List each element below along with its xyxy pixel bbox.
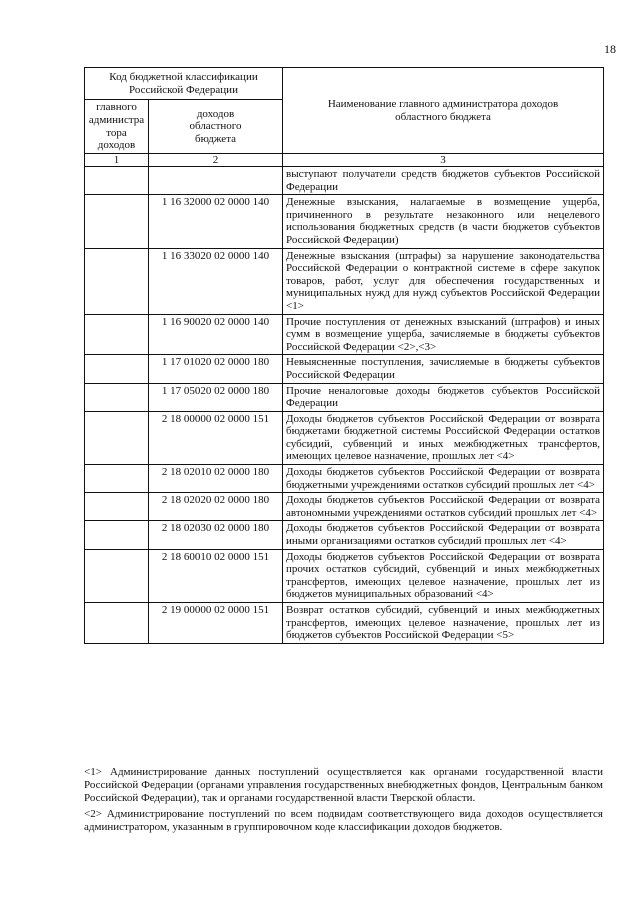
admin-code-cell (85, 549, 149, 602)
table-row (85, 195, 604, 248)
admin-code-cell (85, 195, 149, 248)
admin-code-cell (85, 248, 149, 314)
income-name-cell: Денежные взыскания (штрафы) за нарушение законодательства Российской Федерации о контрактной системе в сфере закупок товаров, работ, услуг для обеспечения государственных и муниципальных нужд для нужд субъектов Российской Федерации <1> (283, 248, 604, 314)
table-body (85, 167, 604, 644)
income-code-cell (149, 167, 283, 195)
table-row (85, 411, 604, 464)
income-code-cell: 1 17 01020 02 0000 180 (149, 355, 283, 383)
admin-code-cell (85, 355, 149, 383)
income-code-cell: 1 16 90020 02 0000 140 (149, 314, 283, 355)
income-name-cell: Доходы бюджетов субъектов Российской Федерации от возврата автономными учреждениями остатков субсидий прошлых лет <4> (283, 493, 604, 521)
header-name-column: Наименование главного администратора доходов областного бюджета (283, 68, 604, 154)
income-code-cell: 2 18 02030 02 0000 180 (149, 521, 283, 549)
income-code-cell: 2 18 02020 02 0000 180 (149, 493, 283, 521)
income-name-cell: Доходы бюджетов субъектов Российской Федерации от возврата бюджетами бюджетной системы Российской Федерации остатков субсидий, субвенций и иных межбюджетных трансфертов, имеющих целевое назначение, прошлых лет <4> (283, 411, 604, 464)
table-row (85, 521, 604, 549)
header-income-code-column: доходов областного бюджета (149, 100, 283, 154)
page-number: 18 (604, 42, 616, 56)
table-row (85, 383, 604, 411)
income-code-cell: 2 18 60010 02 0000 151 (149, 549, 283, 602)
footnotes (84, 766, 603, 836)
admin-code-cell (85, 603, 149, 644)
income-name-cell: Доходы бюджетов субъектов Российской Федерации от возврата прочих остатков субсидий, субвенций и иных межбюджетных трансфертов, имеющих целевое назначение, прошлых лет из бюджетов муниципальных образований <4> (283, 549, 604, 602)
table-row (85, 549, 604, 602)
income-name-cell: выступают получатели средств бюджетов субъектов Российской Федерации (283, 167, 604, 195)
column-number: 2 (149, 154, 283, 167)
admin-code-cell (85, 493, 149, 521)
admin-code-cell (85, 465, 149, 493)
income-code-cell: 1 16 32000 02 0000 140 (149, 195, 283, 248)
table-row (85, 314, 604, 355)
header-group-budget-code: Код бюджетной классификации Российской Федерации (85, 68, 283, 100)
income-code-cell: 2 18 02010 02 0000 180 (149, 465, 283, 493)
income-code-cell: 1 16 33020 02 0000 140 (149, 248, 283, 314)
header-admin-column: главного администра тора доходов (85, 100, 149, 154)
admin-code-cell (85, 521, 149, 549)
column-number: 3 (283, 154, 604, 167)
column-number: 1 (85, 154, 149, 167)
table-row (85, 493, 604, 521)
admin-code-cell (85, 411, 149, 464)
income-name-cell: Невыясненные поступления, зачисляемые в бюджеты субъектов Российской Федерации (283, 355, 604, 383)
income-name-cell: Доходы бюджетов субъектов Российской Федерации от возврата иными организациями остатков субсидий прошлых лет <4> (283, 521, 604, 549)
income-code-cell: 2 19 00000 02 0000 151 (149, 603, 283, 644)
income-name-cell: Доходы бюджетов субъектов Российской Федерации от возврата бюджетными учреждениями остатков субсидий прошлых лет <4> (283, 465, 604, 493)
footnote-2: <2> Администрирование поступлений по всем подвидам соответствующего вида доходов осуществляется администратором, указанным в группировочном коде классификации доходов бюджетов. (84, 807, 603, 833)
income-code-cell: 2 18 00000 02 0000 151 (149, 411, 283, 464)
income-name-cell: Возврат остатков субсидий, субвенций и иных межбюджетных трансфертов, имеющих целевое назначение, прошлых лет из бюджетов субъектов Российской Федерации <5> (283, 603, 604, 644)
income-name-cell: Денежные взыскания, налагаемые в возмещение ущерба, причиненного в результате незаконного или нецелевого использования бюджетных средств (в части бюджетов субъектов Российской Федерации) (283, 195, 604, 248)
income-name-cell: Прочие неналоговые доходы бюджетов субъектов Российской Федерации (283, 383, 604, 411)
table-row (85, 248, 604, 314)
budget-classification-table (84, 67, 604, 644)
column-numbers-row (85, 154, 604, 167)
income-name-cell: Прочие поступления от денежных взысканий (штрафов) и иных сумм в возмещение ущерба, зачисляемые в бюджеты субъектов Российской Федерации <2>,<3> (283, 314, 604, 355)
table-row (85, 167, 604, 195)
table-row (85, 603, 604, 644)
table-row (85, 355, 604, 383)
table-row (85, 465, 604, 493)
income-code-cell: 1 17 05020 02 0000 180 (149, 383, 283, 411)
admin-code-cell (85, 383, 149, 411)
admin-code-cell (85, 314, 149, 355)
footnote-1: <1> Администрирование данных поступлений осуществляется как органами государственной власти Российской Федерации (органами управления государственных внебюджетных фондов, Центральным банком Российской Федерации), так и органами государственной власти Тверской области. (84, 766, 603, 805)
admin-code-cell (85, 167, 149, 195)
